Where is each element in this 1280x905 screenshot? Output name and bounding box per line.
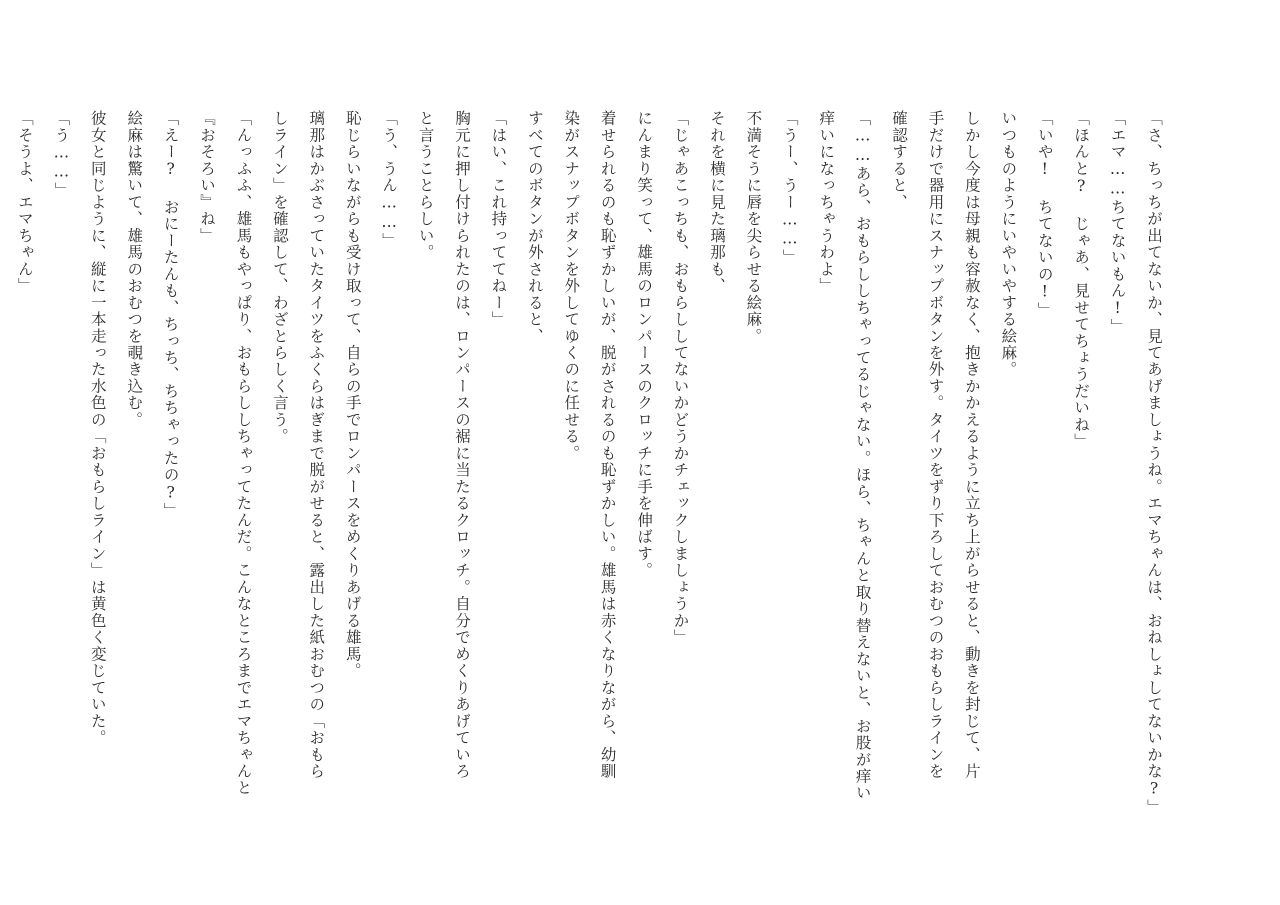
text-line: 「んっふふ、雄馬もやっぱり、おもらししちゃってたんだ。こんなところまでエマちゃんと <box>234 110 253 797</box>
text-line <box>0 110 7 810</box>
text-line: 「さ、ちっちが出てないか、見てあげましょうね。エマちゃんは、おねしょしてないかな?」 <box>1145 110 1163 816</box>
text-line: 「エマ……ちてないもん!」 <box>1108 110 1127 336</box>
text-line: しかし今度は母親も容赦なく、抱きかかえるように立ち上がらせると、動きを封じて、片 <box>962 110 981 780</box>
text-line: いつものようにいやいやする絵麻。 <box>999 110 1018 378</box>
text-line: 染がスナップボタンを外してゆくのに任せる。 <box>562 110 581 462</box>
text-line: 「じゃあこっちも、おもらししてないかどうかチェックしましょうか」 <box>671 110 690 646</box>
text-line: にんまり笑って、雄馬のロンパースのクロッチに手を伸ばす。 <box>635 110 654 579</box>
text-line: 「う……」 <box>52 110 71 199</box>
text-line: 確認すると、 <box>890 110 909 211</box>
text-line: しライン」を確認して、わざとらしく言う。 <box>270 110 289 445</box>
text-line: 恥じらいながらも受け取って、自らの手でロンパースをめくりあげる雄馬。 <box>343 110 362 680</box>
text-line: 不満そうに唇を尖らせる絵麻。 <box>744 110 763 345</box>
vertical-text-body <box>15 110 1172 816</box>
text-line: 『おそろい』ね」 <box>198 110 217 244</box>
text-line: すべてのボタンが外されると、 <box>525 110 544 345</box>
text-line: 「そうよ、エマちゃん」 <box>15 110 34 295</box>
text-line: と言うことらしい。 <box>416 110 435 261</box>
text-line: 「えー? おにーたんも、ちっち、ちちゃったの?」 <box>161 110 180 520</box>
text-line: 絵麻は驚いて、雄馬のおむつを覗き込む。 <box>125 110 144 429</box>
text-line: 「うー、うー……」 <box>780 110 799 266</box>
text-line: 「はい、これ持っててねー」 <box>489 110 508 328</box>
text-line: 璃那はかぶさっていたタイツをふくらはぎまで脱がせると、露出した紙おむつの「おもら <box>307 110 326 780</box>
text-line: 着せられるのも恥ずかしいが、脱がされるのも恥ずかしい。雄馬は赤くなりながら、幼馴 <box>598 110 617 780</box>
text-line: 痒いになっちゃうわよ」 <box>817 110 836 295</box>
text-line: 「ほんと? じゃあ、見せてちょうだいね」 <box>1072 110 1091 450</box>
text-line: 「う、うん……」 <box>380 110 399 249</box>
text-line: 手だけで器用にスナップボタンを外す。タイツをずり下ろしておむつのおもらしラインを <box>926 110 945 780</box>
text-line: 「いや! ちてないの!」 <box>1035 110 1054 319</box>
text-line: 「……あら、おもらししちゃってるじゃない。ほら、ちゃんと取り替えないと、お股が痒い <box>853 110 872 802</box>
text-line: それを横に見た璃那も、 <box>707 110 726 295</box>
text-line: 胸元に押し付けられたのは、ロンパースの裾に当たるクロッチ。自分でめくりあげていろ <box>452 110 471 780</box>
text-line: 彼女と同じように、縦に一本走った水色の「おもらしライン」は黄色く変じていた。 <box>88 110 107 747</box>
